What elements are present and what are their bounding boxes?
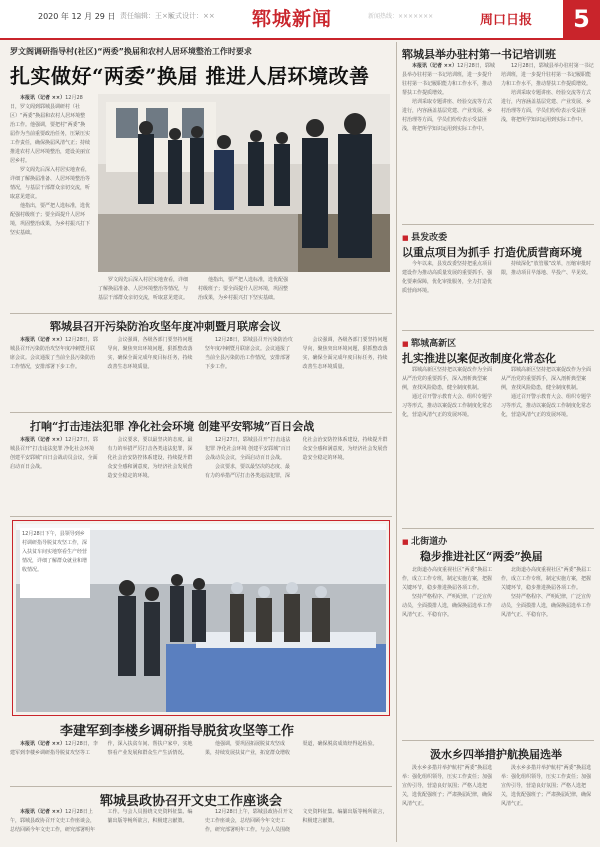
feature-headline: 李建军到李楼乡调研指导脱贫攻坚等工作	[60, 724, 295, 739]
feature-body	[10, 740, 392, 784]
right-mid-headline: 以重点项目为抓手 打造优质营商环境	[402, 246, 582, 259]
divider	[402, 224, 594, 225]
lead-paragraph: 罗文阁先后深入村居实地查看，详细了解换届准备、人居环境整治等情况，与基层干部群众亲切交流，听取意见建议。	[98, 277, 189, 301]
right-last-body	[402, 764, 594, 842]
right-street-headline: 稳步推进社区“两委”换届	[420, 550, 543, 563]
cppcc-body	[10, 808, 392, 844]
lead-photo	[98, 94, 390, 272]
divider	[402, 740, 594, 741]
right-top-headline: 郓城县举办驻村第一书记培训班	[402, 48, 556, 61]
cppcc-paragraph: 12月28日上午，郓城县政协召开文史工作座谈会，总结回顾今年文史工作，研究部署明年工作。与会人员围绕文史资料征集、编纂出版等畅所欲言，积极建言献策。	[205, 809, 388, 833]
right-mid-paragraph: 今年以来，县发改委坚持把重点项目建设作为推动高质量发展的重要抓手，强化要素保障，优化审批服务，全力打造优质营商环境。	[402, 261, 493, 294]
lead-byline: 本报讯（记者 ××）	[20, 95, 66, 101]
lead-paragraph: 他指出，要严把人选标准，选优配强村级班子；要全面提升人居环境，巩固整治成果，为乡村振兴打下坚实基础。	[198, 277, 289, 301]
right-mid-paragraph: 持续深化“放管服”改革，压缩审批时限，推动项目早落地、早投产、早见效。	[501, 261, 592, 276]
right-street-tag: ■ 北街道办	[402, 534, 447, 547]
divider	[10, 412, 392, 413]
crime-paragraph: 会议要求，要以最坚决的态度、最有力的举措严厉打击各类违法犯罪，深化社会治安防控体系建设，持续提升群众安全感和满意度，为经济社会发展营造安全稳定的环境。	[107, 437, 193, 479]
design-line: 版式设计：××	[168, 12, 215, 20]
pollution-paragraph: 12月28日，郓城县召开污染防治攻坚年度冲刺暨月联席会议。会议通报了当前全县污染防治工作情况，安排部署下步工作。	[10, 337, 98, 370]
lead-paragraph: 12月28日，罗文阁到郓城县调研村（社区）“两委”换届和农村人居环境整治工作。他强调，要把村“两委”换届作为当前重要政治任务，压紧压实工作责任，确保换届风清气正；持续推进农村人居环境整治，建设美丽宜居乡村。	[10, 95, 90, 164]
right-street-body	[402, 566, 594, 738]
right-top-paragraph: 12月28日，郓城县举办驻村第一书记培训班，进一步提升驻村第一书记履职能力和工作水平，推动帮扶工作提质增效。	[501, 63, 594, 87]
cppcc-headline: 郓城县政协召开文史工作座谈会	[100, 794, 283, 809]
cppcc-byline: 本报讯（记者 ××）	[20, 809, 66, 815]
page-header	[0, 0, 600, 40]
page-number: 5	[563, 0, 600, 38]
right-bottom-paragraph: 郓城高新区坚持把以案促改作为全面从严治党的重要抓手，深入剖析典型案例，查找风险隐患，健全制度机制。	[501, 367, 592, 391]
pollution-paragraph: 会议强调，各级各部门要坚持问题导向，聚焦突出环境问题，狠抓整改落实，确保全面完成年度目标任务，持续改善生态环境质量。	[107, 337, 193, 370]
lead-body-continued	[98, 276, 390, 310]
crime-paragraph: 12月27日，郓城县召开“打击违法犯罪 净化社会环境 创建平安郓城”百日会战动员会议，全面启动百日会战。	[205, 437, 291, 461]
phone-line: 新闻热线：×××××××	[368, 13, 434, 20]
section-title: 郓城新闻	[252, 8, 333, 30]
right-bottom-tag: ■ 郓城高新区	[402, 336, 456, 349]
paper-logo: 周口日报	[480, 13, 533, 28]
right-last-paragraph: 汲水乡多措并举护航村“两委”换届选举：强化组织领导，压实工作责任；加强宣传引导，营造良好氛围；严格人选把关，选优配强班子；严肃换届纪律，确保风清气正。	[402, 765, 493, 807]
column-divider	[396, 42, 397, 842]
right-top-body	[402, 62, 594, 222]
right-mid-body	[402, 260, 594, 328]
lead-photo-image	[98, 94, 390, 272]
crime-body	[10, 436, 392, 512]
divider	[10, 786, 392, 787]
pollution-body	[10, 336, 392, 408]
lead-paragraph: 罗文阁先后深入村居实地查看，详细了解换届准备、人居环境整治等情况，与基层干部群众亲切交流，听取意见建议。	[10, 167, 90, 200]
lead-kicker: 罗文阁调研指导村(社区)“两委”换届和农村人居环境整治工作时要求	[10, 47, 252, 56]
pollution-headline: 郓城县召开污染防治攻坚年度冲刺暨月联席会议	[50, 320, 281, 333]
lead-body	[10, 94, 90, 272]
lead-headline: 扎实做好“两委”换届 推进人居环境改善	[10, 64, 370, 88]
right-bottom-body	[402, 366, 594, 526]
right-bottom-paragraph: 郓城高新区坚持把以案促改作为全面从严治党的重要抓手，深入剖析典型案例，查找风险隐患，健全制度机制。	[402, 367, 493, 391]
right-top-byline: 本报讯（记者 ××）	[412, 63, 458, 69]
right-street-paragraph: 北街道办高度重视社区“两委”换届工作，成立工作专班，制定实施方案，把握关键环节，稳步推进换届各项工作。	[501, 567, 592, 591]
right-street-paragraph: 坚持严格程序、严明纪律，广泛宣传动员，全面摸排人选，确保换届选举工作风清气正、平稳有序。	[501, 594, 592, 618]
divider	[10, 516, 392, 517]
divider	[402, 528, 594, 529]
right-top-paragraph: 培训采取专题讲座、经验交流等方式进行，内容涵盖基层党建、产业发展、乡村治理等方面，学员们纷纷表示受益匪浅，将把所学知识运用到实际工作中。	[402, 99, 493, 132]
right-last-headline: 汲水乡四举措护航换届选举	[430, 748, 562, 761]
cppcc-paragraph: 12月28日上午，郓城县政协召开文史工作座谈会，总结回顾今年文史工作，研究部署明年工作。与会人员围绕文史资料征集、编纂出版等畅所欲言，积极建言献策。	[10, 809, 193, 833]
feature-caption: 12月28日下午，县领导到乡村调研指导脱贫攻坚工作，深入扶贫车间实地察看生产经营情况，详细了解群众就业和增收情况。	[20, 528, 90, 598]
crime-byline: 本报讯（记者 ××）	[20, 437, 66, 443]
divider	[402, 330, 594, 331]
editor-line: 责任编辑：王××	[120, 12, 174, 20]
crime-paragraph: 12月27日，郓城县召开“打击违法犯罪 净化社会环境 创建平安郓城”百日会战动员会议，全面启动百日会战。	[10, 437, 98, 470]
pollution-paragraph: 12月28日，郓城县召开污染防治攻坚年度冲刺暨月联席会议。会议通报了当前全县污染防治工作情况，安排部署下步工作。	[205, 337, 293, 370]
right-street-paragraph: 坚持严格程序、严明纪律，广泛宣传动员，全面摸排人选，确保换届选举工作风清气正、平稳有序。	[402, 594, 493, 618]
pollution-paragraph: 会议强调，各级各部门要坚持问题导向，聚焦突出环境问题，狠抓整改落实，确保全面完成年度目标任务，持续改善生态环境质量。	[302, 337, 388, 370]
right-top-paragraph: 12月28日，郓城县举办驻村第一书记培训班，进一步提升驻村第一书记履职能力和工作水平，推动帮扶工作提质增效。	[402, 63, 495, 96]
right-last-paragraph: 汲水乡多措并举护航村“两委”换届选举：强化组织领导，压实工作责任；加强宣传引导，营造良好氛围；严格人选把关，选优配强班子；严肃换届纪律，确保风清气正。	[501, 765, 592, 807]
crime-headline: 打响“打击违法犯罪 净化社会环境 创建平安郓城”百日会战	[30, 420, 315, 433]
right-top-paragraph: 培训采取专题讲座、经验交流等方式进行，内容涵盖基层党建、产业发展、乡村治理等方面，学员们纷纷表示受益匪浅，将把所学知识运用到实际工作中。	[501, 90, 592, 123]
issue-date: 2020 年 12 月 29 日	[38, 12, 116, 21]
feature-paragraph: 12月28日，李建军到李楼乡调研指导脱贫攻坚等工作，深入扶贫车间、帮扶户家中，实地察看产业发展和群众生产生活情况。	[10, 741, 193, 756]
right-street-paragraph: 北街道办高度重视社区“两委”换届工作，成立工作专班，制定实施方案，把握关键环节，稳步推进换届各项工作。	[402, 567, 493, 591]
right-bottom-paragraph: 通过召开警示教育大会、组织专题学习等形式，推动以案促改工作制度化常态化，营造风清气正的发展环境。	[501, 394, 592, 418]
crime-paragraph: 会议要求，要以最坚决的态度、最有力的举措严厉打击各类违法犯罪，深化社会治安防控体系建设，持续提升群众安全感和满意度，为经济社会发展营造安全稳定的环境。	[205, 437, 388, 479]
feature-paragraph: 他强调，要巩固拓展脱贫攻坚成果，持续发展扶贫产业，拓宽群众增收渠道，确保脱贫成效经得起检验。	[205, 741, 378, 756]
pollution-byline: 本报讯（记者 ××）	[20, 337, 66, 343]
lead-paragraph: 他指出，要严把人选标准，选优配强村级班子；要全面提升人居环境，巩固整治成果，为乡村振兴打下坚实基础。	[10, 203, 90, 236]
feature-byline: 本报讯（记者 ××）	[20, 741, 66, 747]
right-mid-tag: ■ 县发改委	[402, 230, 447, 243]
divider	[10, 313, 392, 314]
right-bottom-paragraph: 通过召开警示教育大会、组织专题学习等形式，推动以案促改工作制度化常态化，营造风清气正的发展环境。	[402, 394, 493, 418]
right-bottom-headline: 扎实推进以案促改制度化常态化	[402, 352, 556, 365]
